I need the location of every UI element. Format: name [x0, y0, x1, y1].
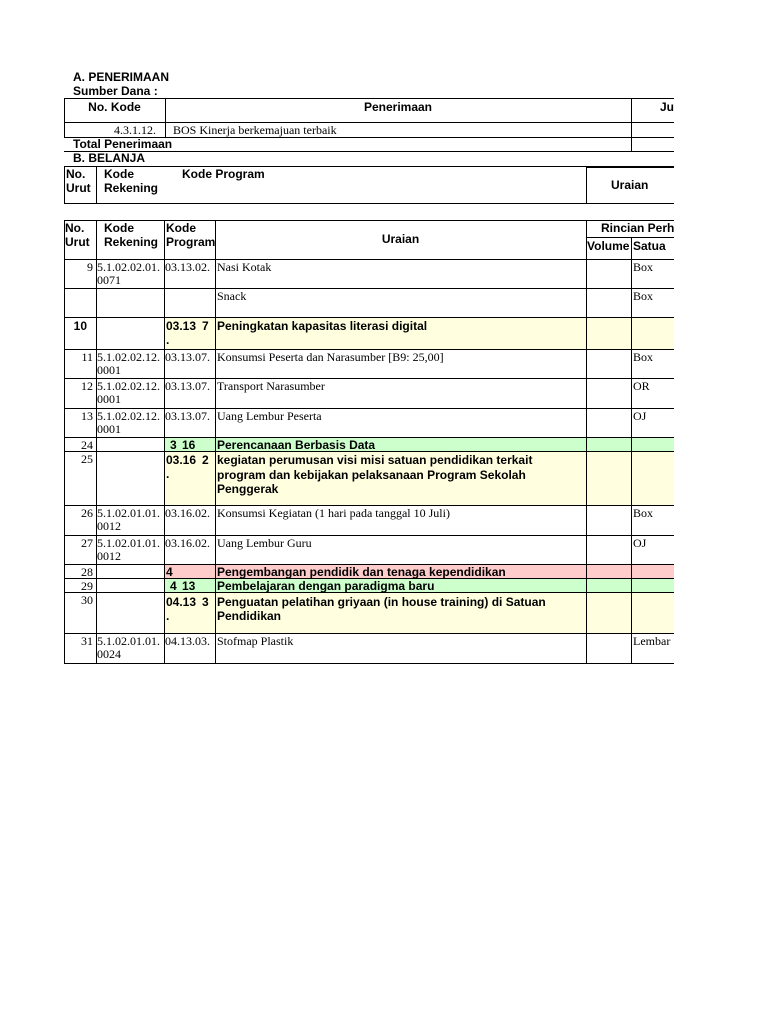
row-program: 03.13.07. — [165, 379, 210, 393]
sumber-dana-label: Sumber Dana : — [73, 84, 158, 98]
detail-header-prog-2: Program — [166, 235, 216, 249]
row-program: 03.13.02. — [165, 260, 210, 274]
row-program-part-b: 16 — [182, 438, 196, 452]
row-no: 10 — [73, 319, 87, 333]
row-uraian-line-2: Pendidikan — [217, 609, 282, 623]
row-program-part-a: 04.13 — [166, 595, 197, 609]
row-uraian: Peningkatan kapasitas literasi digital — [217, 319, 428, 333]
row-program-part-c: . — [166, 333, 170, 347]
detail-header-no-2: Urut — [65, 235, 90, 249]
row-uraian: Perencanaan Berbasis Data — [217, 438, 376, 452]
row-program-part-b: 3 — [202, 595, 209, 609]
row-program: 03.16.02. — [165, 536, 210, 550]
row-uraian: Nasi Kotak — [217, 260, 272, 274]
row-uraian: Konsumsi Kegiatan (1 hari pada tanggal 10 Juli) — [217, 506, 450, 520]
belanja-header-no-2: Urut — [66, 181, 91, 195]
row-program-part-c: . — [166, 609, 170, 623]
row-program-part-a: 4 — [170, 579, 177, 593]
detail-header-uraian: Uraian — [381, 232, 420, 246]
row-rekening-2: 0071 — [97, 273, 121, 287]
row-program-part-a: 03.16 — [166, 453, 197, 467]
penerimaan-kode: 4.3.1.12. — [114, 123, 156, 137]
row-no: 27 — [81, 536, 93, 550]
row-no: 12 — [81, 379, 93, 393]
detail-header-satuan: Satua — [633, 239, 666, 253]
row-uraian-line-3: Penggerak — [217, 482, 279, 496]
row-rekening-2: 0012 — [97, 519, 121, 533]
row-rekening-2: 0012 — [97, 549, 121, 563]
row-program: 03.13.07. — [165, 409, 210, 423]
row-no: 13 — [81, 409, 93, 423]
detail-header-rincian: Rincian Perh — [601, 221, 674, 235]
row-no: 28 — [81, 565, 93, 579]
detail-header-rek-1: Kode — [104, 221, 134, 235]
row-uraian-line-1: kegiatan perumusan visi misi satuan pendidikan terkait — [217, 453, 533, 467]
detail-header-prog-1: Kode — [166, 221, 196, 235]
row-satuan: Lembar — [633, 634, 671, 648]
row-no: 24 — [81, 438, 93, 452]
row-satuan: OR — [633, 379, 650, 393]
row-uraian: Pengembangan pendidik dan tenaga kependidikan — [217, 565, 506, 579]
belanja-header-no-1: No. — [66, 167, 86, 181]
header-no-kode: No. Kode — [88, 100, 141, 114]
row-uraian-line-2: program dan kebijakan pelaksanaan Program Sekolah — [217, 467, 526, 482]
row-no: 30 — [81, 593, 93, 607]
row-program: 03.16.02. — [165, 506, 210, 520]
row-program-part-a: 3 — [170, 438, 177, 452]
row-uraian: Transport Narasumber — [217, 379, 325, 393]
row-rekening-1: 5.1.02.02.12. — [97, 409, 160, 423]
row-rekening-1: 5.1.02.01.01. — [97, 634, 160, 648]
row-uraian: Stofmap Plastik — [217, 634, 294, 648]
row-program-part-b: 7 — [202, 319, 209, 333]
header-jumlah: Ju — [660, 100, 674, 114]
row-no: 31 — [81, 634, 93, 648]
detail-header-rek-2: Rekening — [104, 235, 159, 249]
row-uraian: Uang Lembur Guru — [217, 536, 312, 550]
belanja-header-rek-2: Rekening — [104, 181, 159, 195]
row-satuan: Box — [633, 350, 654, 364]
row-program: 03.13.07. — [165, 350, 210, 364]
belanja-header-uraian: Uraian — [611, 178, 649, 192]
belanja-header-rek-1: Kode — [104, 167, 134, 181]
row-program: 04.13.03. — [165, 634, 210, 648]
detail-header-volume: Volume — [587, 239, 630, 253]
row-satuan: Box — [633, 506, 654, 520]
row-rekening-1: 5.1.02.01.01. — [97, 506, 160, 520]
penerimaan-uraian: BOS Kinerja berkemajuan terbaik — [173, 123, 337, 137]
row-satuan: OJ — [633, 536, 647, 550]
row-no: 25 — [81, 452, 93, 466]
row-uraian: Pembelajaran dengan paradigma baru — [217, 579, 435, 593]
row-uraian: Konsumsi Peserta dan Narasumber [B9: 25,00] — [217, 350, 444, 364]
section-a-title: A. PENERIMAAN — [73, 70, 170, 84]
row-uraian-line-1: Penguatan pelatihan griyaan (in house training) di Satuan — [217, 595, 546, 609]
row-no: 11 — [81, 350, 93, 364]
row-satuan: Box — [633, 260, 654, 274]
row-rekening-2: 0001 — [97, 392, 121, 406]
row-program-part-b: 2 — [202, 453, 209, 467]
row-no: 29 — [81, 579, 93, 593]
row-rekening-2: 0024 — [97, 647, 121, 661]
section-b-title: B. BELANJA — [73, 151, 146, 165]
header-penerimaan: Penerimaan — [363, 100, 433, 114]
row-rekening-1: 5.1.02.02.01. — [97, 260, 160, 274]
row-rekening-2: 0001 — [97, 363, 121, 377]
detail-header-no-1: No. — [65, 221, 85, 235]
row-program-part-a: 4 — [166, 565, 173, 579]
row-satuan: OJ — [633, 409, 647, 423]
row-program-part-a: 03.13 — [166, 319, 197, 333]
row-uraian: Uang Lembur Peserta — [217, 409, 322, 423]
row-no: 9 — [87, 260, 93, 274]
total-penerimaan-label: Total Penerimaan — [73, 137, 173, 151]
row-no: 26 — [81, 506, 93, 520]
row-uraian: Snack — [217, 289, 247, 303]
row-satuan: Box — [633, 289, 654, 303]
row-rekening-1: 5.1.02.02.12. — [97, 350, 160, 364]
row-program-part-c: . — [166, 467, 170, 481]
row-rekening-2: 0001 — [97, 422, 121, 436]
belanja-header-kode-program: Kode Program — [182, 167, 265, 181]
row-rekening-1: 5.1.02.01.01. — [97, 536, 160, 550]
row-program-part-b: 13 — [182, 579, 196, 593]
row-rekening-1: 5.1.02.02.12. — [97, 379, 160, 393]
